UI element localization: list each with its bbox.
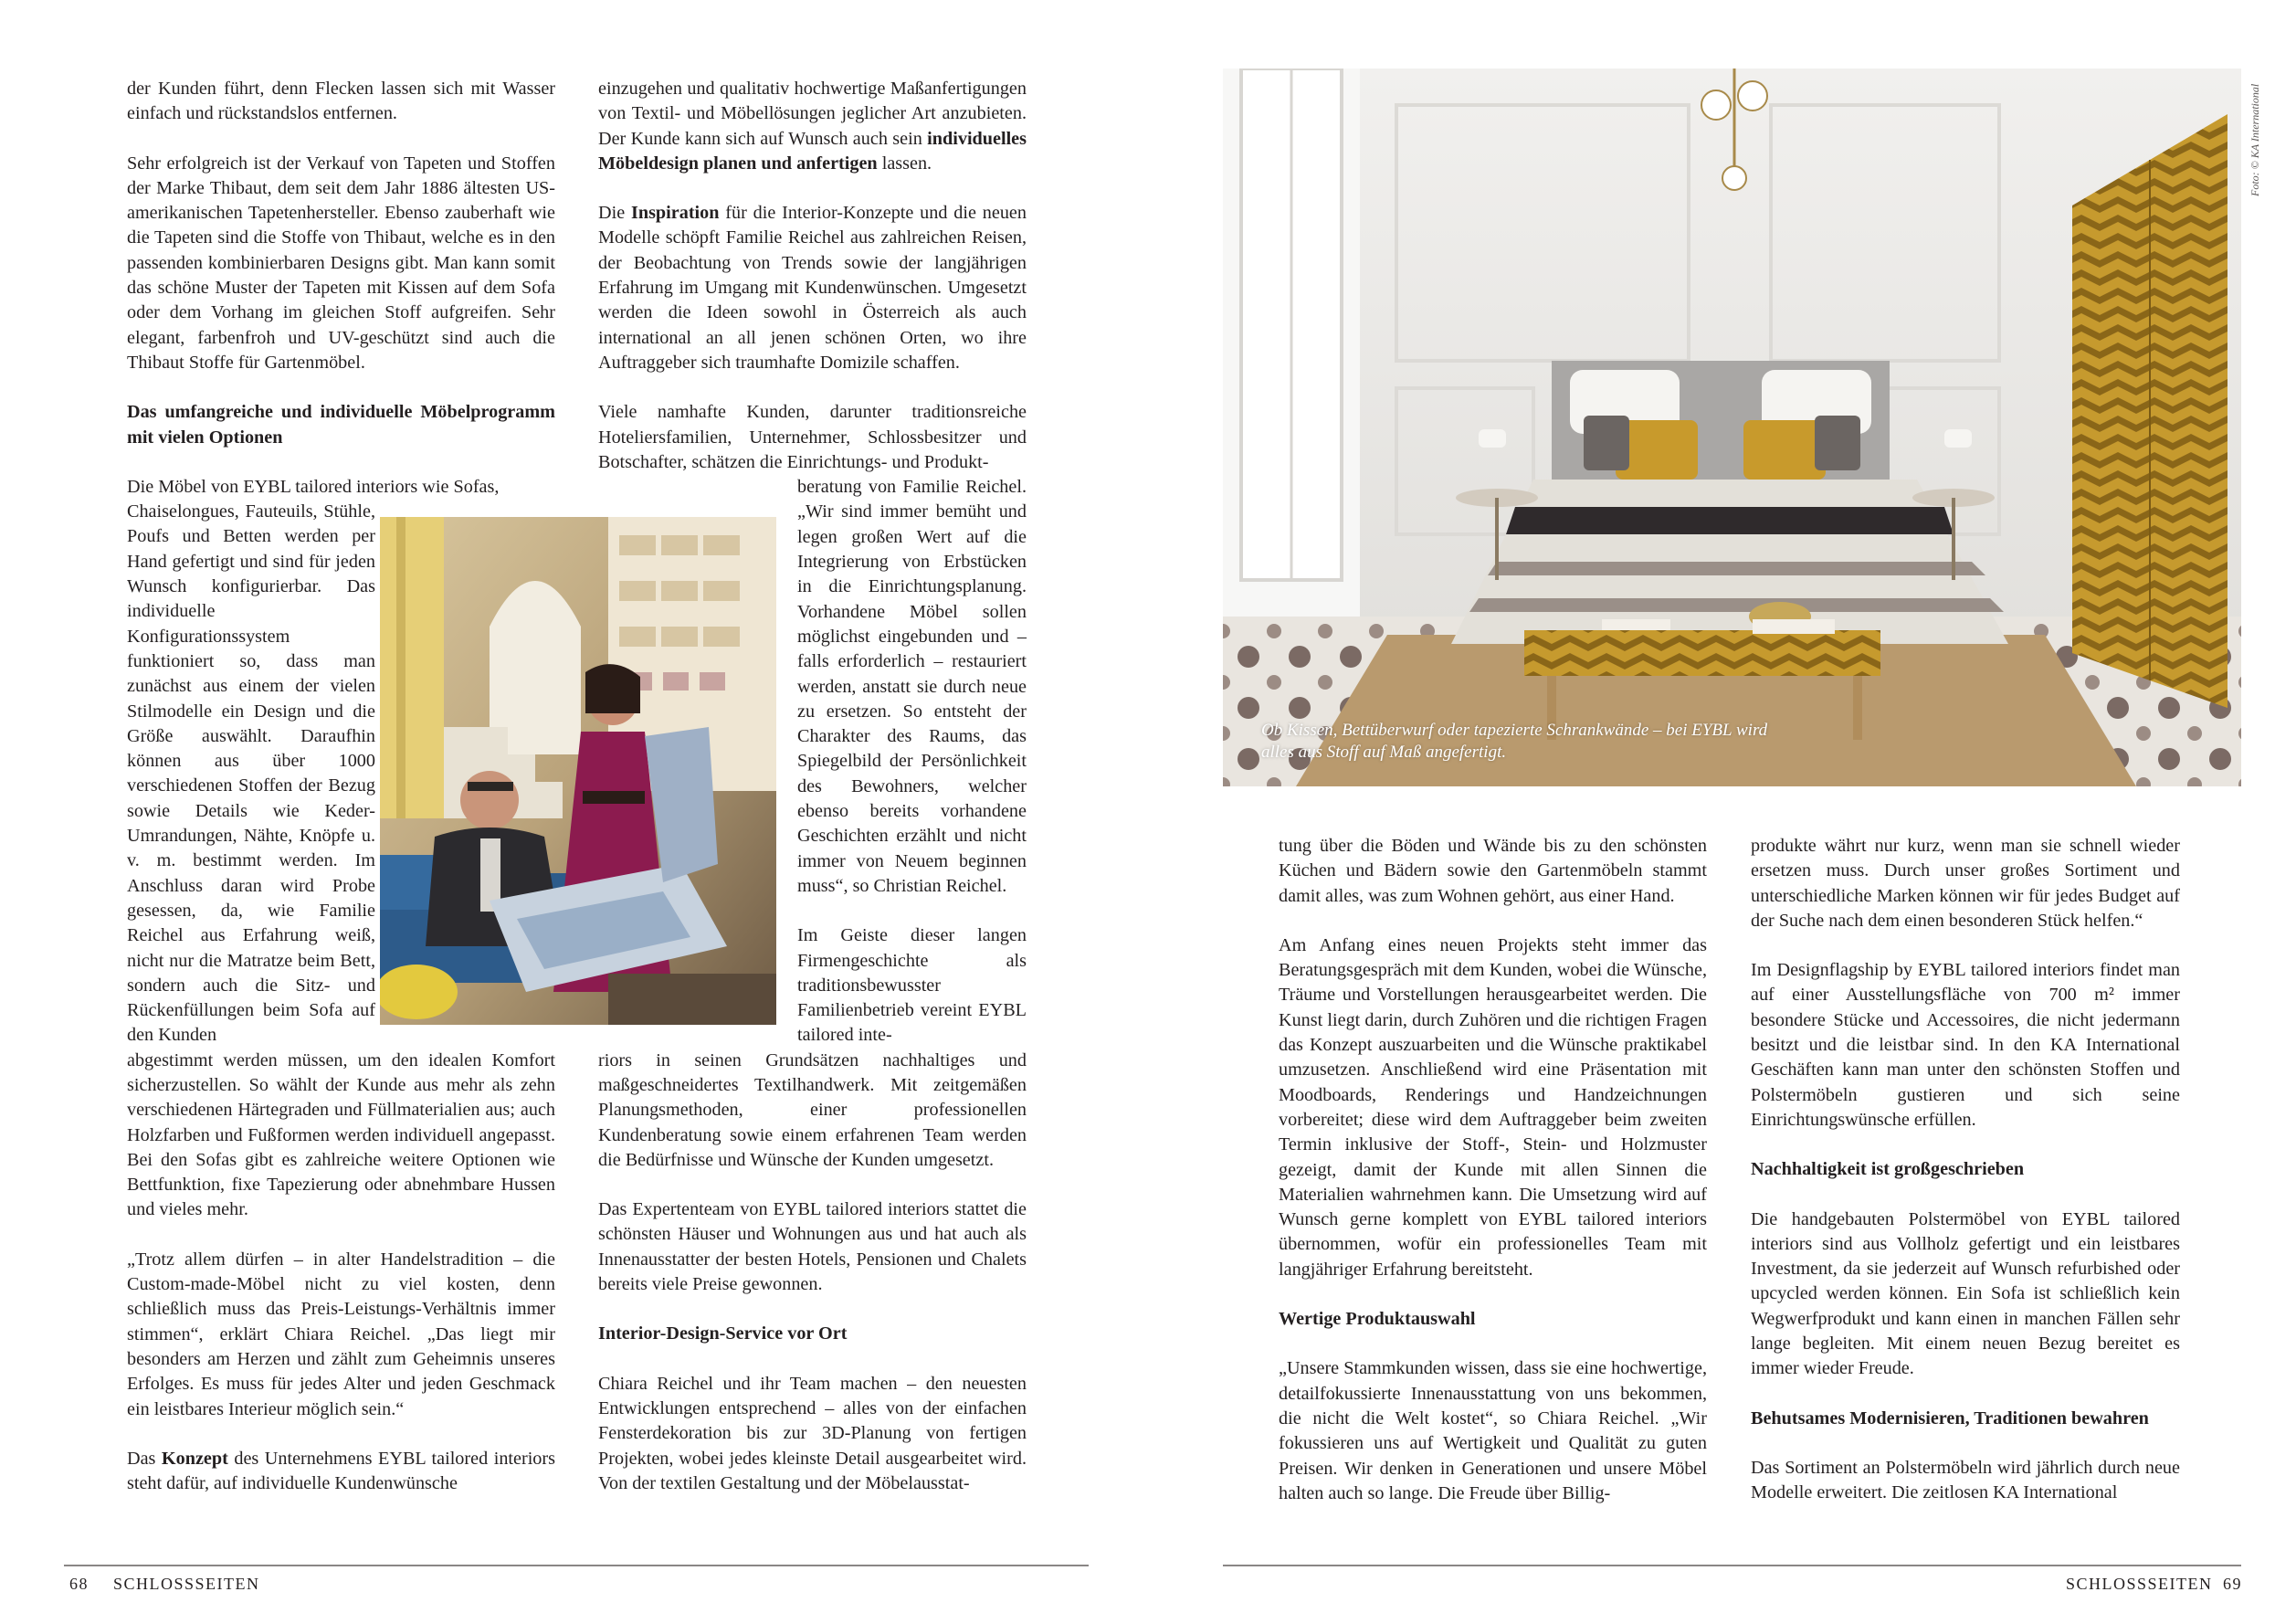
paragraph: Das Sortiment an Polstermöbeln wird jährlich durch neue Modelle erweitert. Die zeitlosen KA International <box>1751 1457 2180 1503</box>
paragraph-wide-top: Viele namhafte Kunden, darunter traditionsreiche Hoteliersfamilien, Unternehmer, Schlossbesitzer und Botschafter, schätzen die Einrichtungs- und Produkt- <box>598 402 1027 472</box>
paragraph: Das Expertenteam von EYBL tailored interiors stattet die schönsten Häuser und Wohnungen aus und hat auch als Innenausstatter der besten Hotels, Pensionen und Chalets bereits viele Preise gewonnen. <box>598 1199 1027 1295</box>
paragraph: Im Designflagship by EYBL tailored interiors findet man auf einer Ausstellungsfläche von 700 m² immer besondere Stücke und Accessoires, die nicht jedermann besitzt und die leistbar sind. In den KA International Geschäften kann man unter den schönsten Stoffen und Polstermöbeln gustieren und sich seine Einrichtungswünsche erfüllen. <box>1751 960 2180 1130</box>
paragraph <box>127 1447 555 1497</box>
paragraph: Die handgebauten Polstermöbel von EYBL tailored interiors sind aus Vollholz gefertigt und ein leistbares Investment, da sie jederzeit auf Wunsch refurbished oder upcycled werden können. Ein Sofa ist schließlich kein Wegwerfprodukt und kann einen in manchen Fällen sehr lange begleiten. Mit einem neuen Bezug bereitet es immer wieder Freude. <box>1751 1208 2180 1379</box>
subheading: Das umfangreiche und individuelle Möbelprogramm mit vielen Optionen <box>127 402 555 448</box>
paragraph: produkte währt nur kurz, wenn man sie schnell wieder ersetzen muss. Durch unser großes Sortiment und unterschiedliche Marken können wir für jedes Budget auf der Suche nach dem einen besonderen Stück helfen.“ <box>1751 836 2180 931</box>
footer-rule-left <box>64 1565 1089 1566</box>
right-column-1 <box>1279 834 1707 1506</box>
subheading: Interior-Design-Service vor Ort <box>598 1323 848 1344</box>
text-run: des Unternehmens EYBL tailored interiors steht dafür, auf individuelle Kundenwünsche <box>127 1448 555 1494</box>
subheading: Wertige Produktauswahl <box>1279 1309 1476 1330</box>
bedroom-photo-illustration <box>1223 69 2241 786</box>
paragraph-narrow-block: Im Geiste dieser langen Firmengeschichte als traditionsbewusster Familienbetrieb vereint EYBL tailored inte- <box>797 925 1027 1046</box>
right-column-2 <box>1751 834 2180 1506</box>
paragraph <box>598 201 1027 375</box>
footer-rule-right <box>1223 1565 2241 1566</box>
magazine-name-right: SCHLOSSSEITEN <box>2066 1575 2213 1593</box>
page-number-left: 68 <box>69 1575 89 1593</box>
subheading: Nachhaltigkeit ist großgeschrieben <box>1751 1159 2025 1180</box>
subheading: Behutsames Modernisieren, Traditionen bewahren <box>1751 1407 2149 1429</box>
text-run: lassen. <box>877 153 932 174</box>
quote-paragraph: „Unsere Stammkunden wissen, dass sie eine hochwertige, detailfokussierte Innenausstattung von uns bekommen, die nicht die Welt kostet“, so Chiara Reichel. „Wir fokussieren uns auf Wertigkeit und Qualität zu guten Preisen. Wir denken in Generationen und unsere Möbel halten auch so lange. Die Freude über Billig- <box>1279 1358 1707 1503</box>
bold-term: individuelles Möbeldesign planen und anfertigen <box>598 128 1027 174</box>
showroom-photo <box>380 517 776 1025</box>
text-run: Das <box>127 1448 162 1469</box>
page-number-right: 69 <box>2223 1575 2242 1593</box>
bold-term: Inspiration <box>630 203 720 224</box>
text-run: für die Interior-Konzepte und die neuen Modelle schöpft Familie Reichel aus zahlreichen Reisen, der Beobachtung von Trends sowie der langjährigen Erfahrung im Umgang mit Kundenwünschen. Umgesetzt werden die Ideen sowohl in Österreich als auch international an all jenen schönen Orten, wo ihre Auftraggeber sich traumhafte Domizile schaffen. <box>598 203 1027 373</box>
paragraph: der Kunden führt, denn Flecken lassen sich mit Wasser einfach und rückstandslos entfernen. <box>127 79 555 124</box>
paragraph-wide-block: riors in seinen Grundsätzen nachhaltiges und maßgeschneidertes Textilhandwerk. Mit zeitgemäßen Planungsmethoden, einer professionellen Kundenberatung sowie einem erfahrenen Team werden die Bedürfnisse und Wünsche der Kunden umgesetzt. <box>598 1049 1027 1170</box>
paragraph: Sehr erfolgreich ist der Verkauf von Tapeten und Stoffen der Marke Thibaut, dem seit dem Jahr 1886 ältesten US-amerikanischen Tapetenhersteller. Ebenso zauberhaft wie die Tapeten sind die Stoffe von Thibaut, welche es in den passenden kombinierbaren Designs gibt. Man kann somit das schöne Muster der Tapeten mit Kissen auf dem Sofa oder dem Vorhang im gleichen Stoff aufgreifen. Sehr elegant, farbenfroh und UV-geschützt sind auch die Thibaut Stoffe für Gartenmöbel. <box>127 153 555 373</box>
photo-credit-text: Foto: © KA International <box>2249 83 2261 196</box>
paragraph-first-line: Die Möbel von EYBL tailored interiors wie Sofas, <box>127 476 500 497</box>
magazine-name-left: SCHLOSSSEITEN <box>113 1575 260 1593</box>
photo-caption: Ob Kissen, Bettüberwurf oder tapezierte Schrankwände – bei EYBL wird alles aus Stoff auf Maß angefertigt. <box>1261 721 1768 762</box>
paragraph <box>598 77 1027 176</box>
text-run: Die <box>598 203 631 224</box>
paragraph: Am Anfang eines neuen Projekts steht immer das Beratungsgespräch mit dem Kunden, wobei die Wünsche, Träume und Vorstellungen herausgearbeitet werden. Die Kunst liegt darin, durch Zuhören und die richtigen Fragen das Konzept auszuarbeiten und die Wünsche praktikabel umzusetzen. Anschließend wird eine Präsentation mit Moodboards, Renderings und Handzeichnungen vorbereitet; diese wird dem Auftraggeber beim zweiten Termin inklusive der Stoff-, Stein- und Holzmuster gezeigt, damit der Kunde mit allen Sinnen die Materialien wahrnehmen kann. Die Umsetzung wird auf Wunsch gerne komplett von EYBL tailored interiors übernommen, wofür ein professionelles Team mit langjähriger Erfahrung bereitsteht. <box>1279 934 1707 1280</box>
text-run: einzugehen und qualitativ hochwertige Maßanfertigungen von Textil- und Möbellösungen jeglicher Art anzubieten. Der Kunde kann sich auf Wunsch auch sein <box>598 79 1027 149</box>
paragraph-narrow-block: beratung von Familie Reichel. „Wir sind immer bemüht und legen großen Wert auf die Integrierung von Erbstücken in die Einrichtungsplanung. Vorhandene Möbel sollen möglichst eingebunden und – falls erforderlich – restauriert werden, anstatt sie durch neue zu ersetzen. So entsteht der Charakter des Raums, das Spiegelbild der Persönlichkeit des Bewohners, welcher ebenso bereits vorhandene Geschichten erzählt und nicht immer von Neuem beginnen muss“, so Christian Reichel. <box>797 477 1027 896</box>
showroom-photo-illustration <box>380 517 776 1025</box>
paragraph-wide-block: abgestimmt werden müssen, um den idealen Komfort sicherzustellen. So wählt der Kunde aus mehr als zehn verschiedenen Härtegraden und Füllmaterialien aus; auch Holzfarben und Fußformen werden individuell angepasst. Bei den Sofas gibt es zahlreiche weitere Optionen wie Bettfunktion, fixe Tapezierung oder abnehmbare Hussen und vieles mehr. <box>127 1049 555 1220</box>
paragraph-narrow-block: Chaiselongues, Fauteuils, Stühle, Poufs und Betten werden per Hand gefertigt und sind für jeden Wunsch konfigurierbar. Das individuelle Konfigurationssystem funktioniert so, dass man zunächst aus einem der vielen Stilmodelle ein Design und die Größe auswählt. Daraufhin können aus über 1000 verschiedenen Stoffen der Bezug sowie Details wie Keder-Umrandungen, Nähte, Knöpfe u. v. m. bestimmt werden. Im Anschluss daran wird Probe gesessen, da, wie Familie Reichel aus Erfahrung weiß, nicht nur die Matratze beim Bett, sondern auch die Sitz- und Rückenfüllungen beim Sofa auf den Kunden <box>127 501 375 1046</box>
paragraph: Chiara Reichel und ihr Team machen – den neuesten Entwicklungen entsprechend – alles von der einfachen Fensterdekoration bis zur 3D-Planung von fertigen Projekten, wobei jedes kleinste Detail ausgearbeitet wird. Von der textilen Gestaltung und der Möbelausstat- <box>598 1373 1027 1493</box>
bedroom-photo <box>1223 69 2241 786</box>
bold-term: Konzept <box>161 1448 228 1469</box>
paragraph: tung über die Böden und Wände bis zu den schönsten Küchen und Bädern sowie den Gartenmöbeln stammt damit alles, was zum Wohnen gehört, aus einer Hand. <box>1279 836 1707 906</box>
quote-paragraph: „Trotz allem dürfen – in alter Handelstradition – die Custom-made-Möbel nicht zu viel kosten, denn schließlich muss das Preis-Leistungs-Verhältnis immer stimmen“, erklärt Chiara Reichel. „Das liegt mir besonders am Herzen und zählt zum Geheimnis unseres Erfolges. Es muss für jedes Alter und jeden Geschmack ein leistbares Interieur möglich sein.“ <box>127 1249 555 1419</box>
photo-credit <box>2249 69 2267 196</box>
